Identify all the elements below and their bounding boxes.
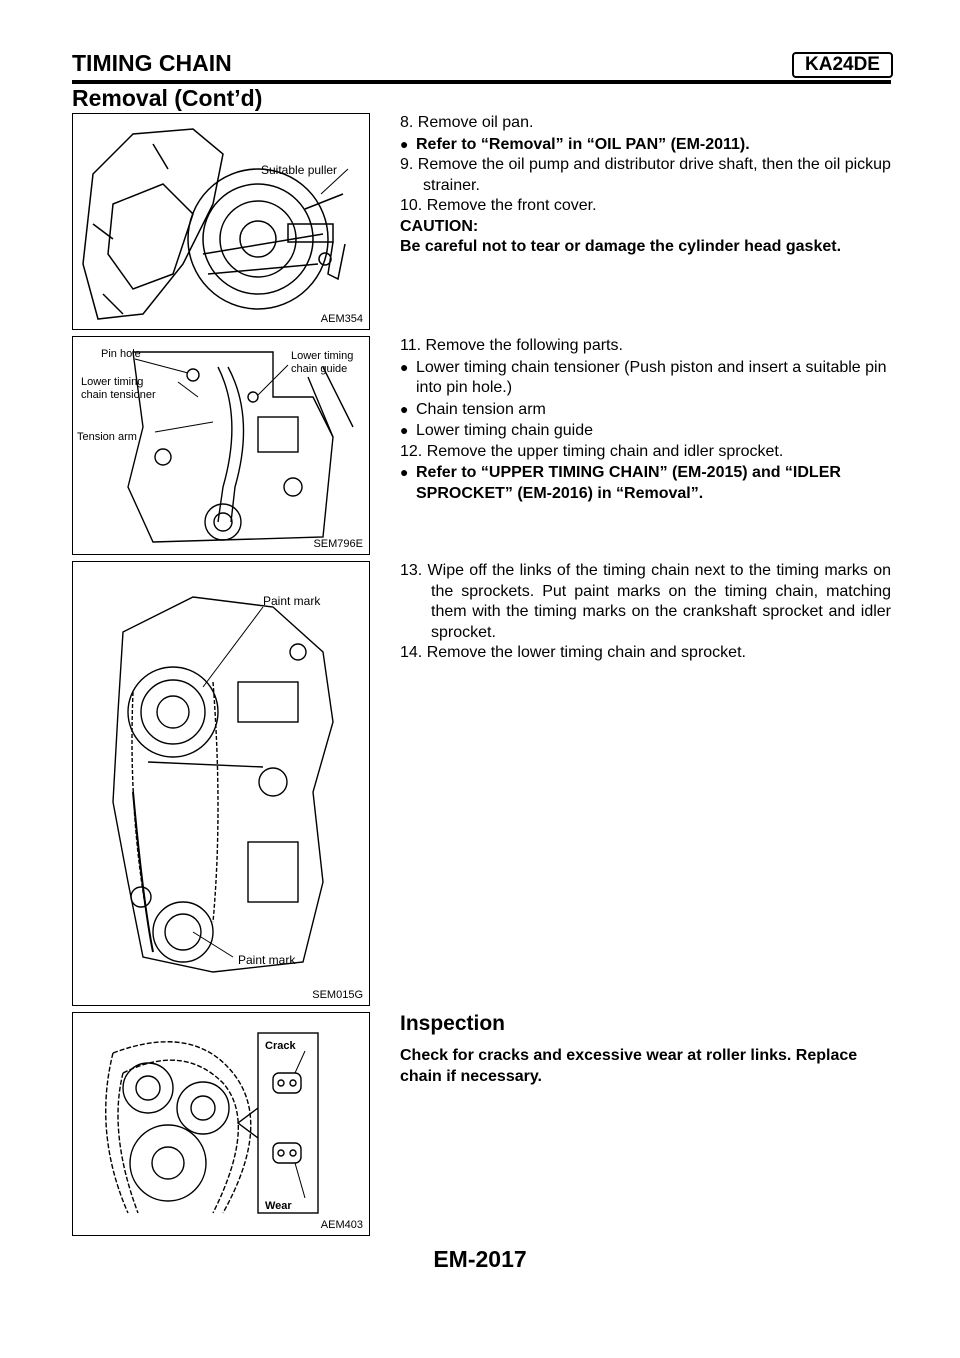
label-wear: Wear (265, 1200, 292, 1212)
bullet-lower-tensioner: ● Lower timing chain tensioner (Push piston and insert a suitable pin into pin hole.) (400, 358, 887, 396)
caution-label: CAUTION: (400, 217, 479, 235)
label-pin-hole: Pin hole (101, 348, 141, 360)
step-8: 8. Remove oil pan. (400, 114, 534, 131)
figure-id: AEM403 (320, 1219, 363, 1231)
bullet-icon: ● (400, 135, 409, 152)
figure-paint-marks (72, 561, 370, 1006)
label-paint-mark-top: Paint mark (263, 594, 321, 608)
engine-code-badge: KA24DE (792, 52, 893, 78)
figure-chain-inspection (72, 1012, 370, 1236)
bullet-upper-chain-ref: ● Refer to “UPPER TIMING CHAIN” (EM-2015) and “IDLER SPROCKET” (EM-2016) in “Removal”. (400, 464, 841, 502)
bullet-icon: ● (400, 464, 409, 480)
figure-crank-pulley-puller (72, 113, 370, 330)
inspection-heading: Inspection (400, 1012, 506, 1035)
step-14: 14. Remove the lower timing chain and sprocket. (400, 644, 746, 661)
bullet-icon: ● (400, 422, 409, 438)
chain-inspection-illustration (73, 1013, 369, 1235)
label-chain-guide: chain guide (291, 363, 348, 375)
figure-id: SEM796E (313, 538, 363, 550)
inspection-text: Check for cracks and excessive wear at roller links. Replace chain if necessary. (400, 1047, 858, 1085)
step-10: 10. Remove the front cover. (400, 197, 597, 214)
step-13: 13. Wipe off the links of the timing chain next to the timing marks on the sprockets. Put paint marks on the timing chain, matching them with the timing marks on the crankshaft sprocket and idler sprocket. (400, 562, 891, 641)
step-11: 11. Remove the following parts. (400, 337, 623, 354)
label-lower-timing-2: Lower timing (291, 350, 354, 362)
label-chain-tensioner: chain tensioner (81, 389, 156, 401)
section-title: TIMING CHAIN (72, 50, 232, 76)
lower-chain-illustration (73, 562, 369, 1005)
step-13-14-text (400, 561, 891, 664)
step-9: 9. Remove the oil pump and distributor drive shaft, then the oil pickup strainer. (400, 156, 891, 194)
label-crack: Crack (265, 1040, 296, 1052)
bullet-chain-guide: ● Lower timing chain guide (400, 422, 593, 439)
page-number: EM-2017 (433, 1246, 527, 1272)
figure-id: AEM354 (320, 313, 363, 325)
label-tension-arm: Tension arm (77, 431, 137, 443)
label-suitable-puller: Suitable puller (261, 163, 338, 177)
bullet-icon: ● (400, 400, 409, 417)
label-paint-mark-bottom: Paint mark (238, 953, 296, 967)
tensioner-illustration (73, 337, 369, 554)
step-12: 12. Remove the upper timing chain and idler sprocket. (400, 442, 784, 460)
figure-lower-timing-chain-tensioner (72, 336, 370, 555)
section-subtitle: Removal (Cont’d) (72, 85, 263, 111)
header-rule (72, 80, 891, 84)
label-lower-timing-1: Lower timing (81, 376, 144, 388)
figure-id: SEM015G (312, 989, 363, 1001)
bullet-oil-pan-ref: ● Refer to “Removal” in “OIL PAN” (EM-2011). (400, 135, 750, 153)
step-11-12-text (400, 336, 891, 504)
crank-pulley-illustration (73, 114, 369, 329)
bullet-tension-arm: ● Chain tension arm (400, 400, 546, 418)
caution-text: Be careful not to tear or damage the cylinder head gasket. (400, 238, 842, 255)
bullet-icon: ● (400, 358, 409, 375)
step-8-10-text (400, 113, 891, 258)
